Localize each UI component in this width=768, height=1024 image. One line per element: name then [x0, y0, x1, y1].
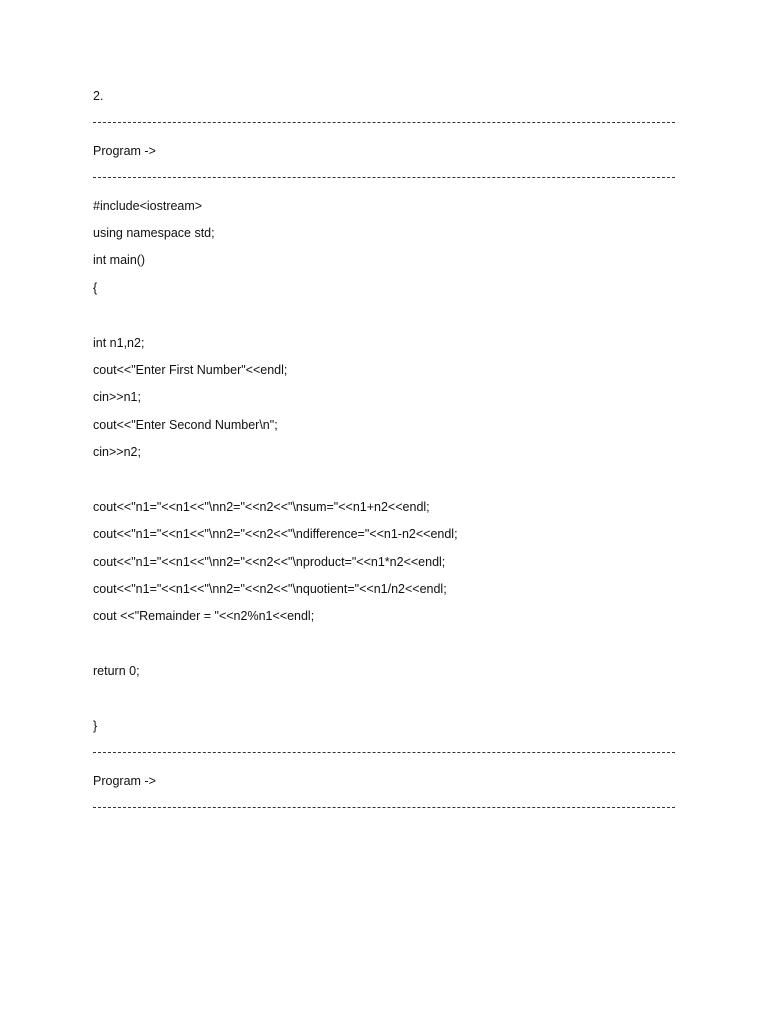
code-line: }: [93, 718, 98, 733]
code-line: cout<<"n1="<<n1<<"\nn2="<<n2<<"\nproduct="<<n1*n2<<endl;: [93, 554, 446, 569]
blank-line: [93, 634, 675, 661]
section-number: 2.: [93, 89, 104, 103]
blank-line: [93, 305, 675, 332]
code-line: int n1,n2;: [93, 335, 145, 350]
blank-line: [93, 689, 675, 716]
program-heading: Program ->: [93, 773, 156, 788]
code-line: cout <<"Remainder = "<<n2%n1<<endl;: [93, 609, 315, 624]
code-line: {: [93, 280, 98, 295]
document-body: [93, 86, 675, 826]
dashed-separator: [93, 743, 675, 770]
code-line: int main(): [93, 253, 146, 268]
dashed-separator: [93, 168, 675, 195]
code-line: cout<<"n1="<<n1<<"\nn2="<<n2<<"\nsum="<<n1+n2<<endl;: [93, 499, 430, 514]
code-line: cout<<"n1="<<n1<<"\nn2="<<n2<<"\ndifference="<<n1-n2<<endl;: [93, 527, 458, 542]
code-line: cin>>n1;: [93, 390, 141, 405]
program-heading: Program ->: [93, 143, 156, 158]
code-line: cout<<"Enter First Number"<<endl;: [93, 362, 288, 377]
code-line: #include<iostream>: [93, 198, 203, 213]
code-line: cin>>n2;: [93, 445, 141, 460]
blank-line: [93, 469, 675, 496]
code-line: cout<<"n1="<<n1<<"\nn2="<<n2<<"\nquotient="<<n1/n2<<endl;: [93, 582, 447, 597]
code-line: using namespace std;: [93, 225, 215, 240]
dashed-separator: [93, 798, 675, 825]
dashed-separator: [93, 113, 675, 140]
code-line: return 0;: [93, 664, 140, 679]
code-line: cout<<"Enter Second Number\n";: [93, 417, 278, 432]
